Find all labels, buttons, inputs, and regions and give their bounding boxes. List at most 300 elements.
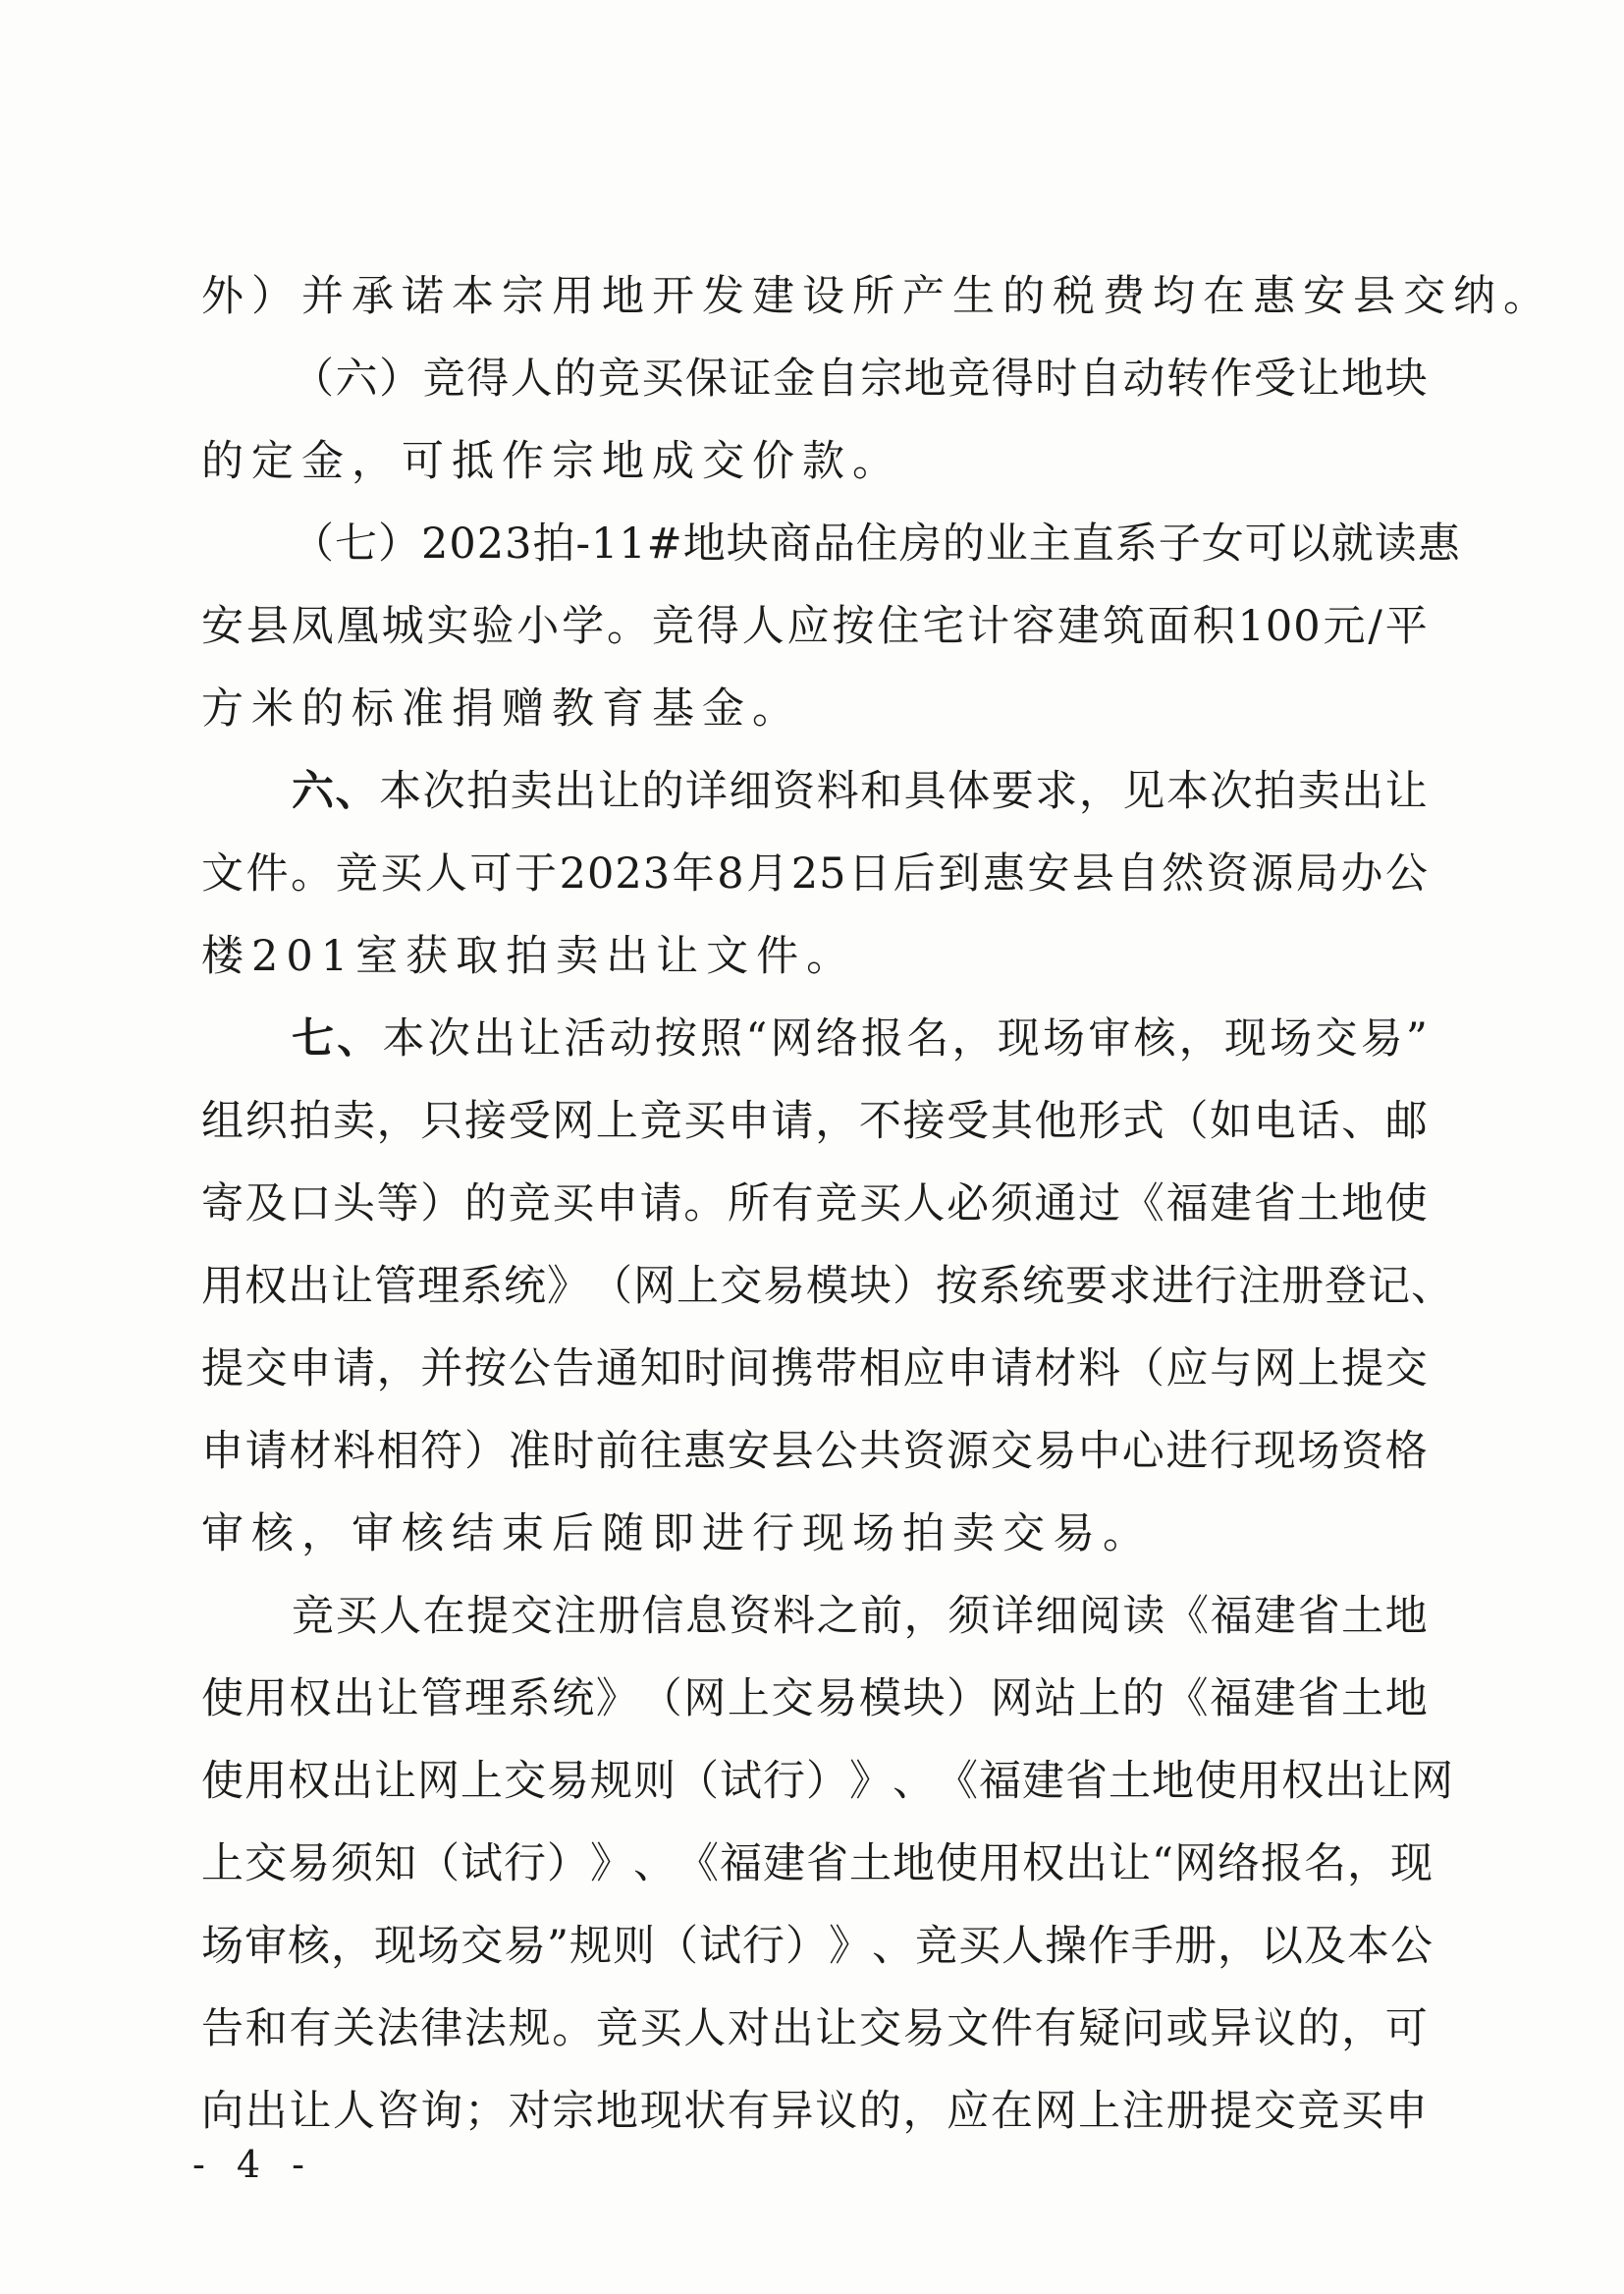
text-char: 以 xyxy=(1287,519,1331,569)
text-char: 费 xyxy=(1103,272,1153,321)
text-char: 地 xyxy=(903,355,947,404)
text-char: 拍 xyxy=(466,767,511,816)
text-char: ） xyxy=(785,1922,829,1971)
text-char: 心 xyxy=(1121,1427,1165,1476)
text-line xyxy=(201,1080,1429,1163)
text-char: 网 xyxy=(417,1757,460,1806)
section-heading-char: 七 xyxy=(292,1014,335,1064)
text-char: 申 xyxy=(947,1344,991,1393)
text-char: 人 xyxy=(1001,1922,1045,1971)
text-line xyxy=(201,2070,1429,2153)
text-char: 织 xyxy=(244,1097,289,1146)
text-char: 有 xyxy=(1034,2004,1078,2053)
text-char: 块 xyxy=(1384,355,1429,404)
text-char: 应 xyxy=(1165,1344,1210,1393)
text-char: 》 xyxy=(595,1674,639,1723)
text-char: ， xyxy=(1341,2004,1385,2053)
text-char: 随 xyxy=(602,1509,652,1558)
text-char: 带 xyxy=(815,1344,859,1393)
text-char: 次 xyxy=(422,767,466,816)
text-line xyxy=(201,750,1429,833)
text-char: 行 xyxy=(741,1922,785,1971)
text-char: 报 xyxy=(1260,1839,1304,1888)
text-char: 公 xyxy=(1384,849,1429,899)
text-char: 土 xyxy=(1341,1592,1385,1641)
text-char: 买 xyxy=(1341,2087,1385,2136)
text-char: 土 xyxy=(849,1839,893,1888)
text-char: 出 xyxy=(1065,1839,1109,1888)
text-char: 注 xyxy=(1238,1262,1281,1311)
text-char: 网 xyxy=(683,1674,728,1723)
text-char: 人 xyxy=(379,1592,423,1641)
text-char: 对 xyxy=(508,2087,552,2136)
text-char: 出 xyxy=(1341,767,1385,816)
text-char: 行 xyxy=(763,1757,806,1806)
text-char: 系 xyxy=(508,1674,552,1723)
text-char: 可 xyxy=(402,437,452,486)
text-char: 竞 xyxy=(947,355,992,404)
text-char: 出 xyxy=(244,2087,289,2136)
text-char: ， xyxy=(376,1097,420,1146)
text-char: 登 xyxy=(1325,1262,1368,1311)
text-char: 用 xyxy=(244,1757,288,1806)
text-char: 、 xyxy=(893,1757,936,1806)
text-char: 《 xyxy=(936,1757,979,1806)
text-char: 名 xyxy=(906,1014,950,1064)
text-char: 验 xyxy=(471,602,515,651)
text-char: 金 xyxy=(773,355,817,404)
text-char: ， xyxy=(1078,767,1122,816)
text-char: 发 xyxy=(702,272,752,321)
text-char: 知 xyxy=(639,1344,683,1393)
text-char: 如 xyxy=(1210,1097,1254,1146)
text-char: 住 xyxy=(855,519,899,569)
text-char: 金 xyxy=(702,684,752,734)
text-char: 定 xyxy=(251,437,301,486)
text-char: 用 xyxy=(201,1262,244,1311)
text-char: 系 xyxy=(460,1262,504,1311)
text-char: 七 xyxy=(335,519,378,569)
text-char: 产 xyxy=(902,272,952,321)
text-char: 及 xyxy=(244,1179,289,1229)
text-char: 竞 xyxy=(335,849,379,899)
text-char: 取 xyxy=(456,932,507,981)
text-char: 。 xyxy=(607,602,651,651)
text-line xyxy=(201,420,1429,503)
text-char: 生 xyxy=(952,272,1002,321)
text-char: 信 xyxy=(641,1592,685,1641)
text-char: 申 xyxy=(727,1097,771,1146)
text-char: 土 xyxy=(1109,1757,1152,1806)
text-char: 等 xyxy=(376,1179,420,1229)
text-line xyxy=(201,1328,1429,1410)
text-char: 并 xyxy=(301,272,352,321)
text-char: 邮 xyxy=(1384,1097,1429,1146)
text-char: 法 xyxy=(463,2004,508,2053)
text-char: 让 xyxy=(815,2004,859,2053)
text-char: ， xyxy=(301,1509,352,1558)
text-char: 交 xyxy=(1384,1344,1429,1393)
text-char: 城 xyxy=(381,602,425,651)
text-char: 格 xyxy=(1384,1427,1429,1476)
text-char: 上 xyxy=(460,1757,504,1806)
text-char: 不 xyxy=(858,1097,902,1146)
text-char: 受 xyxy=(508,1097,552,1146)
text-char: 行 xyxy=(504,1839,547,1888)
text-char: 让 xyxy=(597,767,641,816)
text-char: 卖 xyxy=(332,1097,376,1146)
text-char: 惠 xyxy=(1417,519,1461,569)
text-line xyxy=(201,833,1429,915)
text-char: 审 xyxy=(244,1922,288,1971)
text-char: 须 xyxy=(990,1179,1034,1229)
text-char: 受 xyxy=(947,1097,991,1146)
text-char: 块 xyxy=(902,1674,947,1723)
text-char: 人 xyxy=(902,1179,947,1229)
text-char: 记 xyxy=(1368,1262,1411,1311)
text-char: 知 xyxy=(374,1839,417,1888)
text-char: ） xyxy=(251,272,301,321)
text-line xyxy=(201,1163,1429,1245)
text-char: 所 xyxy=(727,1179,771,1229)
text-char: 》 xyxy=(849,1757,893,1806)
text-char: 易 xyxy=(504,1922,547,1971)
text-char: 小 xyxy=(516,602,561,651)
text-char: 议 xyxy=(815,2087,859,2136)
text-char: 地 xyxy=(1384,1674,1429,1723)
text-char: 规 xyxy=(590,1757,633,1806)
text-char: 省 xyxy=(1297,1592,1341,1641)
text-char: 告 xyxy=(201,2004,244,2053)
text-char: 金 xyxy=(301,437,352,486)
text-char: 并 xyxy=(420,1344,464,1393)
text-char: 有 xyxy=(289,2004,333,2053)
text-char: 获 xyxy=(406,932,457,981)
text-char: 询 xyxy=(420,2087,464,2136)
text-char: 县 xyxy=(1071,849,1115,899)
text-line xyxy=(201,338,1429,420)
text-char: 人 xyxy=(683,2004,728,2053)
text-char: 统 xyxy=(1022,1262,1065,1311)
text-char: 《 xyxy=(1165,1592,1210,1641)
text-char: 让 xyxy=(1297,355,1341,404)
text-char: “ xyxy=(745,1014,769,1064)
text-char: ） xyxy=(806,1757,849,1806)
text-char: 竞 xyxy=(1297,2087,1341,2136)
text-char: 竞 xyxy=(422,355,466,404)
text-char: 详 xyxy=(684,767,729,816)
text-char: 按 xyxy=(936,1262,979,1311)
text-char: 学 xyxy=(562,602,606,651)
text-char: 公 xyxy=(815,1427,859,1476)
text-char: 积 xyxy=(1192,602,1236,651)
text-char: 宗 xyxy=(502,272,552,321)
text-char: 符 xyxy=(420,1427,464,1476)
text-char: 时 xyxy=(683,1344,728,1393)
text-char: 的 xyxy=(858,2087,902,2136)
text-char: 准 xyxy=(508,1427,552,1476)
text-char: 。 xyxy=(552,2004,596,2053)
text-char: 应 xyxy=(947,2087,991,2136)
text-char: 拍 xyxy=(532,519,576,569)
text-char: 《 xyxy=(1165,1674,1210,1723)
text-char: 只 xyxy=(420,1097,464,1146)
text-char: 用 xyxy=(244,1674,289,1723)
text-char: 册 xyxy=(1165,2087,1210,2136)
text-char: 提 xyxy=(1210,2087,1254,2136)
text-char: 现 xyxy=(1223,1014,1268,1064)
text-line xyxy=(201,998,1429,1080)
text-char: 自 xyxy=(1116,849,1161,899)
text-char: 按 xyxy=(832,602,876,651)
text-char: 申 xyxy=(201,1427,244,1476)
text-char: ， xyxy=(1178,1014,1222,1064)
text-char: ） xyxy=(463,1427,508,1476)
text-char: 竞 xyxy=(914,1922,958,1971)
text-char: 卖 xyxy=(556,932,607,981)
text-char: 读 xyxy=(1122,1592,1166,1641)
text-char: （ xyxy=(639,1674,683,1723)
text-char: 及 xyxy=(1303,1922,1347,1971)
text-char: 可 xyxy=(469,849,514,899)
text-char: 准 xyxy=(402,684,452,734)
text-char: 本 xyxy=(1346,1922,1390,1971)
text-char: 料 xyxy=(332,1427,376,1476)
text-char: 须 xyxy=(331,1839,374,1888)
text-char: 买 xyxy=(641,355,685,404)
text-char: 通 xyxy=(595,1344,639,1393)
text-char: 管 xyxy=(420,1674,464,1723)
text-char: 件 xyxy=(756,932,807,981)
text-char: 电 xyxy=(1253,1097,1297,1146)
text-char: 建 xyxy=(1022,1757,1065,1806)
text-char: 则 xyxy=(612,1922,656,1971)
text-char: 地 xyxy=(682,519,727,569)
text-char: 。 xyxy=(1103,1509,1153,1558)
text-char: 得 xyxy=(991,355,1035,404)
text-char: 设 xyxy=(802,272,852,321)
text-char: / xyxy=(1368,602,1383,651)
text-char: 建 xyxy=(763,1839,806,1888)
text-char: 2023 xyxy=(421,519,533,569)
text-char: 建 xyxy=(752,272,802,321)
body-text xyxy=(201,255,1553,2153)
text-char: （ xyxy=(1165,1097,1210,1146)
text-char: 《 xyxy=(1121,1179,1165,1229)
text-char: 出 xyxy=(771,2004,815,2053)
text-char: 建 xyxy=(1210,1179,1254,1229)
text-char: 拍 xyxy=(506,932,557,981)
text-char: 易 xyxy=(1053,1509,1103,1558)
text-char: 交 xyxy=(1002,1509,1053,1558)
text-char: 后 xyxy=(552,1509,602,1558)
text-char: 竞 xyxy=(597,355,641,404)
text-char: 络 xyxy=(815,1014,859,1064)
text-char: 竞 xyxy=(508,1179,552,1229)
text-char: 进 xyxy=(1152,1262,1195,1311)
text-char: 件 xyxy=(245,849,290,899)
text-char: 交 xyxy=(858,2004,902,2053)
text-char: 凰 xyxy=(336,602,380,651)
text-char: 2023 xyxy=(559,849,672,899)
text-char: 楼 xyxy=(201,932,251,981)
text-char: 过 xyxy=(1078,1179,1122,1229)
text-char: （ xyxy=(590,1262,633,1311)
text-line xyxy=(201,1988,1429,2070)
text-char: 交 xyxy=(460,1922,504,1971)
text-char: 具 xyxy=(903,767,947,816)
text-char: 行 xyxy=(1195,1262,1238,1311)
text-char: 现 xyxy=(802,1509,852,1558)
text-char: 式 xyxy=(1121,1097,1165,1146)
text-char: 买 xyxy=(683,1097,728,1146)
text-line xyxy=(201,1658,1429,1740)
text-char: 料 xyxy=(773,1592,817,1641)
text-char: 册 xyxy=(1281,1262,1325,1311)
text-char: 规 xyxy=(508,2004,552,2053)
text-char: 以 xyxy=(1260,1922,1304,1971)
text-char: 咨 xyxy=(376,2087,420,2136)
text-char: 安 xyxy=(727,1427,771,1476)
text-char: 交 xyxy=(702,437,752,486)
text-char: 作 xyxy=(1210,355,1254,404)
text-char: 料 xyxy=(1078,1344,1122,1393)
text-char: 细 xyxy=(1035,1592,1079,1641)
text-char: 于 xyxy=(514,849,559,899)
text-char: 出 xyxy=(332,1674,376,1723)
text-char: 申 xyxy=(289,1344,333,1393)
text-char: 易 xyxy=(1360,1014,1404,1064)
text-char: 网 xyxy=(1173,1839,1218,1888)
text-char: 现 xyxy=(1389,1839,1434,1888)
text-char: 册 xyxy=(597,1592,641,1641)
text-char: 证 xyxy=(729,355,773,404)
text-char: 。 xyxy=(852,437,902,486)
text-char: 筑 xyxy=(1102,602,1146,651)
text-char: 面 xyxy=(1147,602,1191,651)
text-char: 自 xyxy=(1078,355,1122,404)
text-char: 对 xyxy=(727,2004,771,2053)
text-char: 拍 xyxy=(1254,767,1298,816)
text-char: 本 xyxy=(379,767,423,816)
text-char: 商 xyxy=(769,519,813,569)
text-char: 到 xyxy=(938,849,982,899)
text-char: 的 xyxy=(1002,272,1053,321)
text-char: 交 xyxy=(720,1262,763,1311)
text-char: 上 xyxy=(677,1262,720,1311)
text-char: 地 xyxy=(602,272,652,321)
text-char: 求 xyxy=(1035,767,1079,816)
text-char: 易 xyxy=(1034,1427,1078,1476)
text-char: （ xyxy=(655,1922,699,1971)
text-char: ， xyxy=(1217,1922,1261,1971)
text-char: 体 xyxy=(947,767,992,816)
text-char: 和 xyxy=(244,2004,289,2053)
text-char: 申 xyxy=(1384,2087,1429,2136)
text-char: 话 xyxy=(1297,1097,1341,1146)
text-char: 交 xyxy=(1253,2087,1297,2136)
text-char: 省 xyxy=(1297,1674,1341,1723)
text-char: 品 xyxy=(812,519,856,569)
text-char: 统 xyxy=(504,1262,547,1311)
text-char: 女 xyxy=(1201,519,1245,569)
text-char: 买 xyxy=(858,1179,902,1229)
text-char: 省 xyxy=(1065,1757,1109,1806)
text-char: 让 xyxy=(1384,767,1429,816)
text-char: 行 xyxy=(1210,1427,1254,1476)
text-char: 议 xyxy=(1253,2004,1297,2053)
text-char: 形 xyxy=(1078,1097,1122,1146)
text-char: 保 xyxy=(684,355,729,404)
text-char: 8 xyxy=(717,849,745,899)
text-char: 出 xyxy=(1325,1757,1368,1806)
text-char: 问 xyxy=(1121,2004,1165,2053)
text-char: 活 xyxy=(564,1014,608,1064)
text-char: 块 xyxy=(726,519,770,569)
text-char: 出 xyxy=(606,932,657,981)
text-char: 公 xyxy=(508,1344,552,1393)
text-char: 现 xyxy=(997,1014,1041,1064)
text-char: 纳 xyxy=(1453,272,1503,321)
text-char: 教 xyxy=(552,684,602,734)
text-char: 》 xyxy=(828,1922,872,1971)
text-char: 携 xyxy=(771,1344,815,1393)
text-char: 源 xyxy=(1251,849,1295,899)
text-char: 交 xyxy=(990,1427,1034,1476)
text-char: 25 xyxy=(790,849,847,899)
text-char: 行 xyxy=(752,1509,802,1558)
text-char: 让 xyxy=(1368,1757,1411,1806)
text-char: 人 xyxy=(741,602,785,651)
text-char: 在 xyxy=(990,2087,1034,2136)
text-line xyxy=(201,1575,1429,1658)
text-char: 》 xyxy=(547,1262,590,1311)
text-char: 日 xyxy=(848,849,893,899)
text-char: 场 xyxy=(1042,1014,1086,1064)
text-line xyxy=(201,1740,1454,1823)
text-char: 细 xyxy=(729,767,773,816)
text-char: 交 xyxy=(1315,1014,1359,1064)
text-char: 交 xyxy=(504,1757,547,1806)
text-char: 进 xyxy=(702,1509,752,1558)
text-line xyxy=(201,1905,1434,1988)
text-char: ， xyxy=(331,1922,374,1971)
text-char: 所 xyxy=(852,272,902,321)
text-char: 模 xyxy=(806,1262,849,1311)
text-char: 网 xyxy=(633,1262,677,1311)
text-char: 材 xyxy=(289,1427,333,1476)
text-char: 核 xyxy=(288,1922,331,1971)
text-char: 宅 xyxy=(922,602,966,651)
text-char: 让 xyxy=(289,2087,333,2136)
text-char: 主 xyxy=(1028,519,1072,569)
text-char: 然 xyxy=(1162,849,1206,899)
text-char: 按 xyxy=(654,1014,698,1064)
text-char: 资 xyxy=(902,1427,947,1476)
text-char: 请 xyxy=(990,1344,1034,1393)
text-char: 均 xyxy=(1153,272,1203,321)
text-char: 上 xyxy=(1078,1674,1122,1723)
text-char: 子 xyxy=(1158,519,1202,569)
text-char: 动 xyxy=(609,1014,653,1064)
text-line xyxy=(201,1823,1434,1905)
text-char: 拍 xyxy=(902,1509,952,1558)
text-char: 税 xyxy=(1053,272,1103,321)
text-char: 次 xyxy=(427,1014,471,1064)
text-char: 让 xyxy=(656,932,707,981)
text-char: 让 xyxy=(331,1262,374,1311)
text-char: 料 xyxy=(816,767,860,816)
